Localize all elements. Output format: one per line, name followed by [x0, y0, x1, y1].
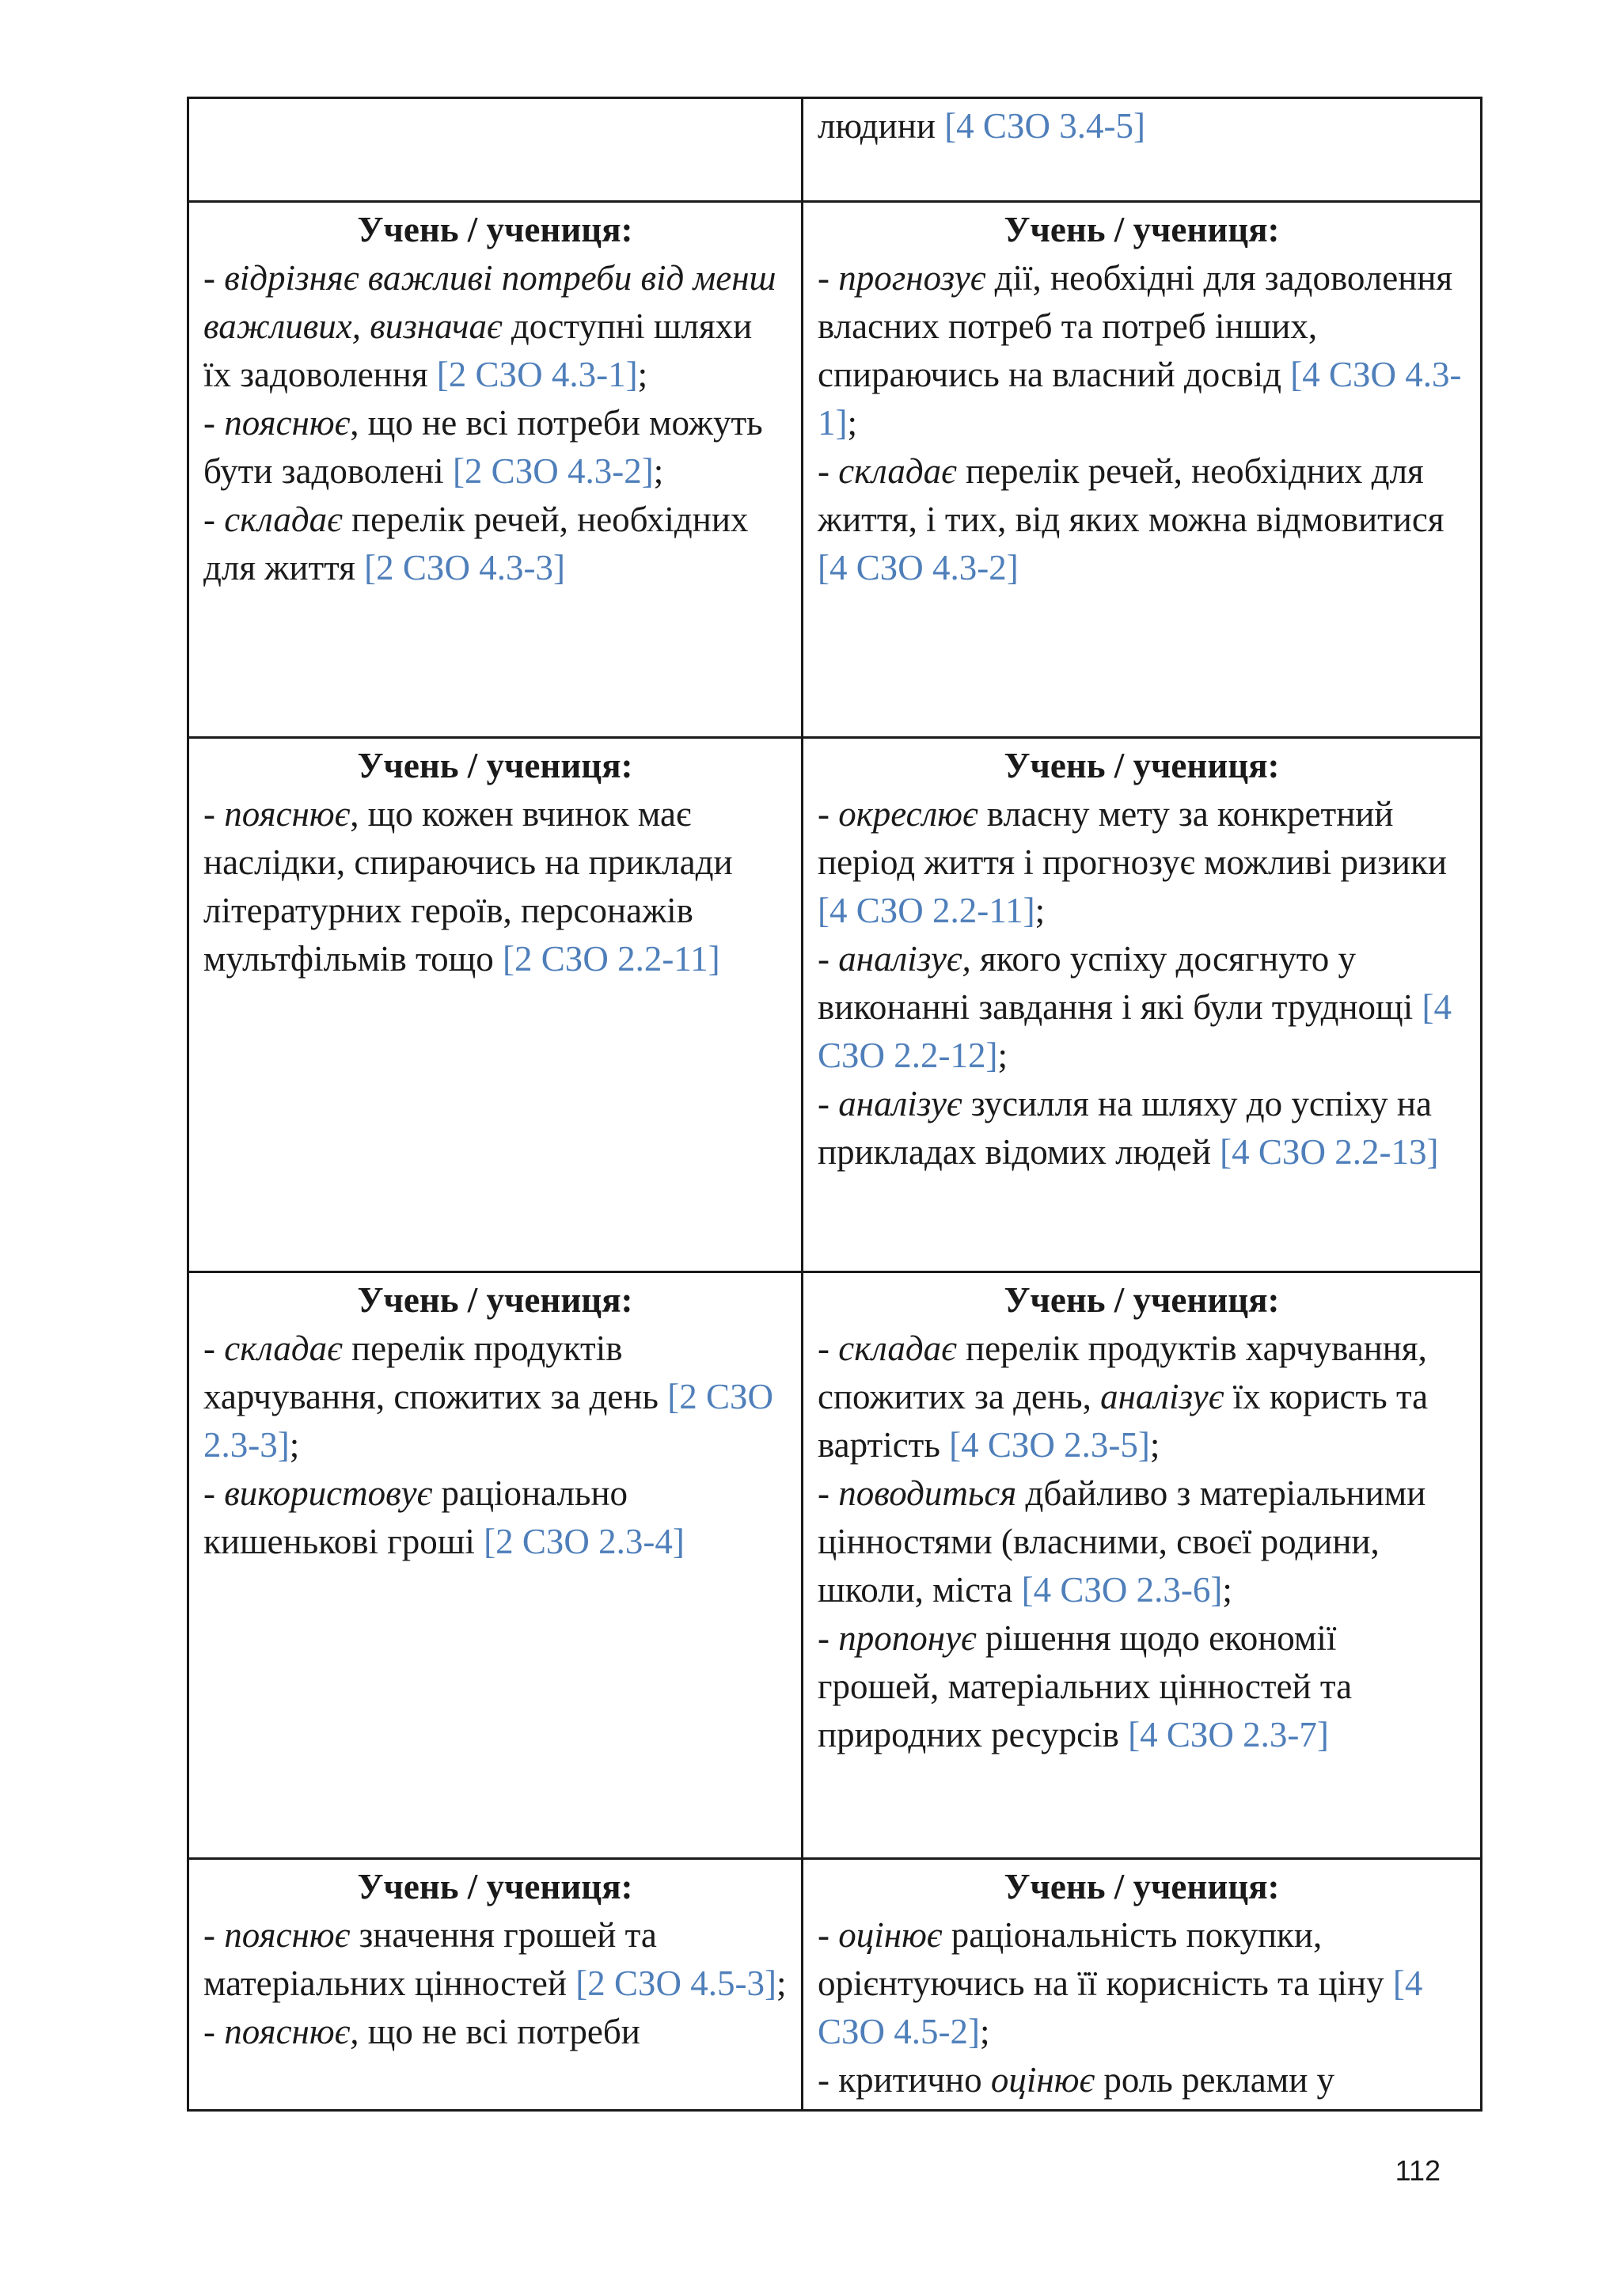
item-text: - — [203, 2012, 225, 2051]
outcome-item — [203, 790, 787, 983]
item-text: - — [818, 1329, 839, 1368]
item-text: значення грошей та матеріальних цінностей — [203, 1915, 657, 2003]
item-text: перелік продуктів харчування, спожитих за день — [203, 1329, 668, 1416]
item-text: - — [203, 1329, 225, 1368]
outcome-item — [818, 1325, 1466, 1469]
reference-code: [4 СЗО 3.4-5] — [944, 106, 1145, 146]
outcome-item — [818, 790, 1466, 935]
outcome-item — [203, 496, 787, 592]
reference-code: [4 СЗО 2.2-11] — [818, 891, 1035, 930]
outcome-item — [203, 254, 787, 399]
item-text: людини — [818, 106, 945, 146]
table-row — [188, 738, 1482, 1272]
table-cell-right — [803, 1272, 1482, 1859]
table-cell-left — [188, 1859, 803, 2111]
action-verb: аналізує, — [838, 939, 971, 979]
table-row — [188, 98, 1482, 202]
reference-code: [4 СЗО 2.3-6] — [1021, 1570, 1223, 1610]
table-cell-left — [188, 202, 803, 738]
action-verb: складає — [224, 500, 343, 539]
cell-heading: Учень / учениця: — [357, 746, 633, 785]
item-text: роль реклами у — [1095, 2060, 1335, 2100]
action-verb: аналізує — [838, 1084, 962, 1123]
action-verb: відрізняє важливі потреби від менш важливих, визначає — [203, 258, 776, 346]
action-verb: пояснює — [224, 794, 351, 834]
item-text: - — [203, 794, 225, 834]
item-text: ; — [980, 2012, 990, 2051]
reference-code: [4 СЗО 2.2-13] — [1220, 1132, 1439, 1172]
outcome-item — [818, 935, 1466, 1080]
action-verb: пропонує — [838, 1618, 977, 1658]
cell-heading: Учень / учениця: — [357, 1280, 633, 1320]
reference-code: [2 СЗО 4.3-3] — [364, 548, 565, 587]
item-text: рішення щодо економії грошей, матеріальних цінностей та природних ресурсів — [818, 1618, 1353, 1754]
item-text: - — [818, 1084, 839, 1123]
action-verb: поводиться — [838, 1473, 1017, 1513]
item-text: - — [818, 258, 839, 298]
item-text: перелік речей, необхідних для життя, і тих, від яких можна відмовитися — [818, 451, 1444, 539]
table-cell-right — [803, 1859, 1482, 2111]
outcome-item — [203, 399, 787, 496]
cell-heading: Учень / учениця: — [1004, 1280, 1280, 1320]
item-text: ; — [1222, 1570, 1232, 1610]
reference-code: [2 СЗО 4.5-3] — [575, 1963, 776, 2003]
action-verb: пояснює — [224, 403, 351, 443]
item-text: перелік продуктів харчування, спожитих за день, — [818, 1329, 1427, 1416]
item-text: ; — [997, 1036, 1008, 1075]
outcome-item — [818, 1080, 1466, 1177]
item-text: - — [203, 403, 225, 443]
table-cell-left — [188, 1272, 803, 1859]
item-text: ; — [1149, 1425, 1160, 1465]
item-text: - — [818, 939, 839, 979]
action-verb: окреслює — [838, 794, 978, 834]
outcome-item — [203, 1911, 787, 2008]
item-text: ; — [289, 1425, 300, 1465]
item-text: - — [203, 258, 225, 298]
cell-heading: Учень / учениця: — [1004, 210, 1280, 249]
table-row — [188, 1272, 1482, 1859]
outcome-item — [818, 1469, 1466, 1614]
item-text: зусилля на шляху до успіху на прикладах відомих людей — [818, 1084, 1432, 1172]
reference-code: [2 СЗО 4.3-2] — [452, 451, 654, 491]
item-text: перелік речей, необхідних для життя — [203, 500, 749, 587]
cell-heading: Учень / учениця: — [1004, 1867, 1280, 1906]
cell-heading: Учень / учениця: — [1004, 746, 1280, 785]
item-text: ; — [637, 355, 648, 394]
cell-heading: Учень / учениця: — [357, 1867, 633, 1906]
item-text: їх користь та вартість — [818, 1377, 1429, 1465]
item-text: дії, необхідні для задоволення власних потреб та потреб інших, спираючись на власний досвід — [818, 258, 1453, 394]
item-text: - — [203, 500, 225, 539]
item-text: ; — [776, 1963, 787, 2003]
table-body — [188, 98, 1482, 2111]
outcome-item — [818, 2056, 1466, 2104]
action-verb: складає — [224, 1329, 343, 1368]
outcome-item — [818, 1614, 1466, 1759]
table-cell-right — [803, 738, 1482, 1272]
reference-code: [4 СЗО 2.2-12] — [818, 987, 1452, 1075]
outcome-item — [818, 102, 1466, 150]
outcome-item — [203, 1325, 787, 1469]
item-text: - — [203, 1915, 225, 1955]
table-cell-left — [188, 98, 803, 202]
action-verb: аналізує — [1100, 1377, 1224, 1416]
item-text: раціонально кишенькові гроші — [203, 1473, 628, 1561]
item-text: - — [818, 451, 839, 491]
table-cell-left — [188, 738, 803, 1272]
action-verb: прогнозує — [838, 258, 986, 298]
reference-code: [4 СЗО 2.3-7] — [1128, 1715, 1329, 1754]
reference-code: [2 СЗО 2.3-4] — [484, 1522, 685, 1561]
item-text: власну мету за конкретний період життя і прогнозує можливі ризики — [818, 794, 1447, 882]
action-verb: складає — [838, 451, 957, 491]
action-verb: пояснює, — [224, 2012, 359, 2051]
outcome-item — [818, 1911, 1466, 2056]
action-verb: оцінює — [838, 1915, 943, 1955]
outcome-item — [203, 2008, 787, 2056]
table-row — [188, 1859, 1482, 2111]
outcome-item — [818, 254, 1466, 447]
reference-code: [2 СЗО 4.3-1] — [436, 355, 638, 394]
reference-code: [4 СЗО 4.5-2] — [818, 1963, 1423, 2051]
item-text: що не всі потреби — [359, 2012, 640, 2051]
outcome-item — [818, 447, 1466, 592]
cell-heading: Учень / учениця: — [357, 210, 633, 249]
item-text: - критично — [818, 2060, 991, 2100]
reference-code: [4 СЗО 4.3-2] — [818, 548, 1019, 587]
item-text: , що не всі потреби можуть бути задоволені — [203, 403, 763, 491]
table-row — [188, 202, 1482, 738]
reference-code: [2 СЗО 2.2-11] — [503, 939, 720, 979]
outcomes-table — [187, 97, 1482, 2112]
action-verb: пояснює — [224, 1915, 351, 1955]
outcome-item — [203, 1469, 787, 1566]
item-text: - — [818, 794, 839, 834]
item-text: ; — [653, 451, 664, 491]
item-text: - — [203, 1473, 225, 1513]
table-cell-right — [803, 202, 1482, 738]
item-text: , що кожен вчинок має наслідки, спираючись на приклади літературних героїв, персонажів мультфільмів тощо — [203, 794, 733, 979]
item-text: раціональність покупки, орієнтуючись на її корисність та ціну — [818, 1915, 1393, 2003]
item-text: ; — [847, 403, 858, 443]
action-verb: використовує — [224, 1473, 433, 1513]
reference-code: [4 СЗО 4.3-1] — [818, 355, 1462, 443]
page-number: 112 — [1395, 2154, 1441, 2187]
item-text: ; — [1034, 891, 1046, 930]
action-verb: складає — [838, 1329, 957, 1368]
item-text: дбайливо з матеріальними цінностями (власними, своєї родини, школи, міста — [818, 1473, 1426, 1610]
item-text: - — [818, 1915, 839, 1955]
item-text: - — [818, 1618, 839, 1658]
reference-code: [2 СЗО 2.3-3] — [203, 1377, 774, 1465]
item-text: доступні шляхи їх задоволення — [203, 306, 753, 394]
table-cell-right — [803, 98, 1482, 202]
item-text: - — [818, 1473, 839, 1513]
item-text: якого успіху досягнуто у виконанні завдання і які були труднощі — [818, 939, 1422, 1027]
action-verb: оцінює — [990, 2060, 1095, 2100]
reference-code: [4 СЗО 2.3-5] — [949, 1425, 1150, 1465]
